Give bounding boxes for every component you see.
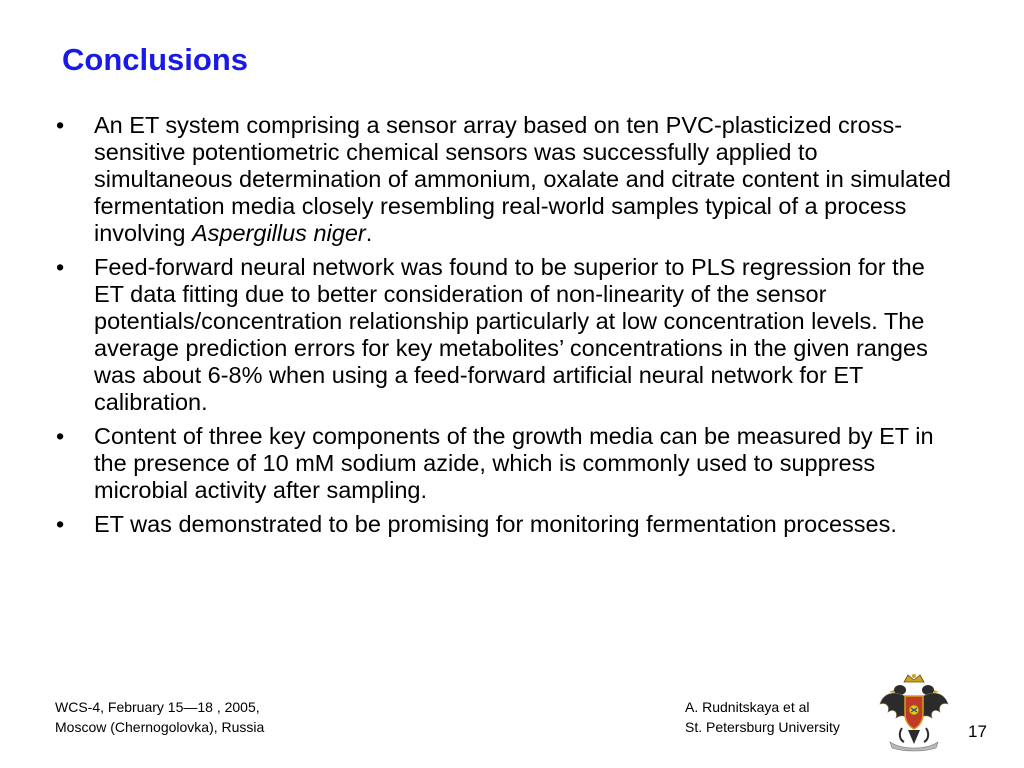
bullet-list (56, 112, 951, 545)
bullet-marker: • (56, 511, 65, 537)
bullet-item (56, 112, 951, 247)
bullet-text: An ET system comprising a sensor array based on ten PVC-plasticized cross-sensitive potentiometric chemical sensors was successfully applied to simultaneous determination of ammonium, oxalate and citrate content in simulated fermentation media closely resembling real-world samples typical of a process involving (94, 112, 951, 246)
footer-conference-line2: Moscow (Chernogolovka), Russia (55, 719, 265, 735)
bullet-item (56, 254, 951, 416)
bullet-text: Feed-forward neural network was found to be superior to PLS regression for the ET data fitting due to better consideration of non-linearity of the sensor potentials/concentration relationship particularly at low concentration levels. The average prediction errors for key metabolites’ concentrations in the given ranges was about 6-8% when using a feed-forward artificial neural network for ET calibration. (94, 254, 928, 415)
species-name: Aspergillus niger (191, 220, 366, 246)
footer-author (685, 697, 840, 737)
slide-title: Conclusions (62, 42, 249, 77)
bullet-text-end: . (365, 220, 373, 246)
bullet-marker: • (56, 254, 65, 280)
bullet-marker: • (56, 112, 65, 138)
footer-author-line1: A. Rudnitskaya et al (685, 699, 810, 715)
bullet-item (56, 511, 951, 538)
bullet-marker: • (56, 423, 65, 449)
bullet-text: Content of three key components of the growth media can be measured by ET in the presence of 10 mM sodium azide, which is commonly used to suppress microbial activity after sampling. (94, 423, 934, 503)
footer-conference (55, 697, 264, 737)
footer-author-line2: St. Petersburg University (685, 719, 840, 735)
bullet-item (56, 423, 951, 504)
bullet-text: ET was demonstrated to be promising for monitoring fermentation processes. (94, 511, 897, 537)
footer-conference-line1: WCS-4, February 15—18 , 2005, (55, 699, 260, 715)
double-headed-eagle-crest-icon (878, 672, 950, 752)
page-number: 17 (968, 722, 987, 741)
